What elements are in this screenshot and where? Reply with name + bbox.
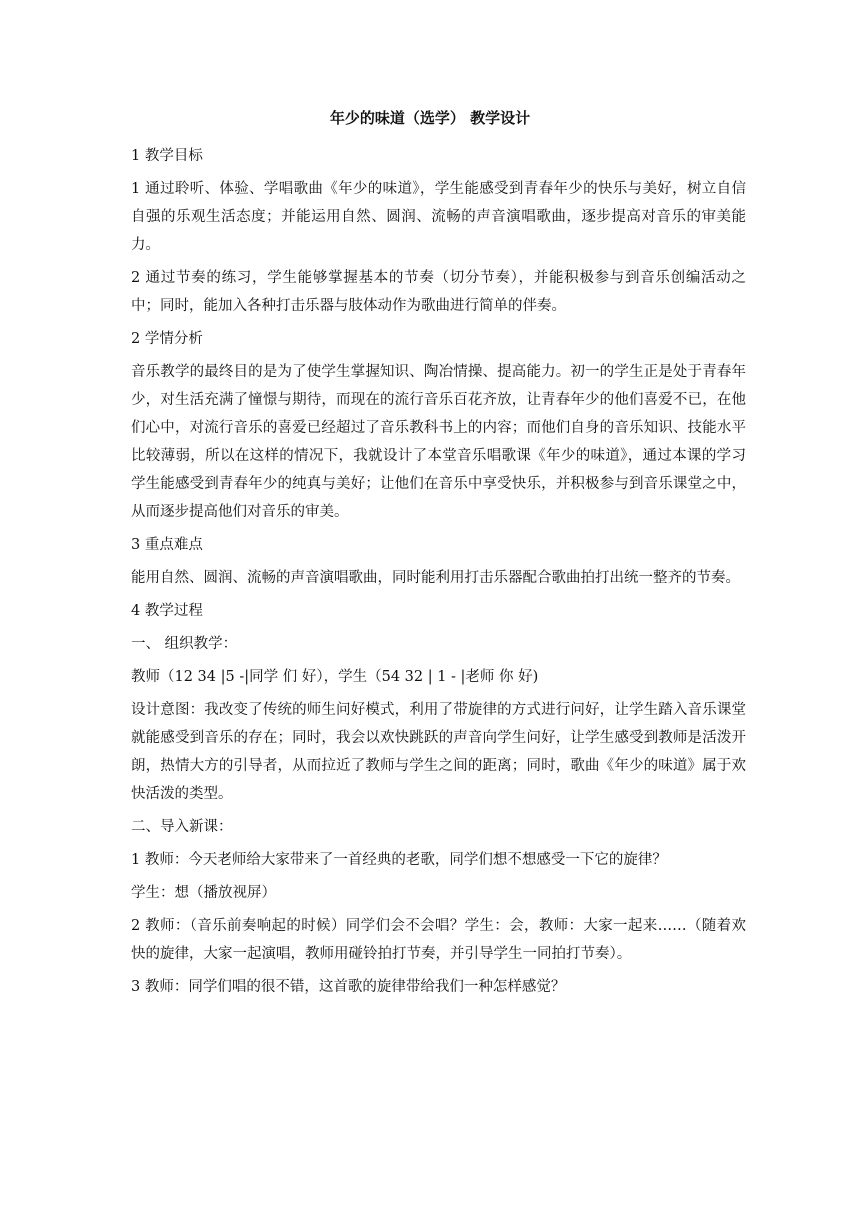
student-response-line: 学生：想（播放视屏） <box>131 885 276 901</box>
design-intent-paragraph: 设计意图：我改变了传统的师生问好模式，利用了带旋律的方式进行问好，让学生踏入音乐课堂就能感受到音乐的存在；同时，我会以欢快跳跃的声音向学生问好，让学生感受到教师是活泼开朗，热情大方的引导者，从而拉近了教师与学生之间的距离；同时，歌曲《年少的味道》属于欢快活泼的类型。 <box>131 702 746 802</box>
document-body <box>131 142 746 1006</box>
goal-1-paragraph: 1 通过聆听、体验、学唱歌曲《年少的味道》，学生能感受到青春年少的快乐与美好，树立自信自强的乐观生活态度；并能运用自然、圆润、流畅的声音演唱歌曲，逐步提高对音乐的审美能力。 <box>131 181 746 253</box>
step-3-paragraph: 3 教师：同学们唱的很不错，这首歌的旋律带给我们一种怎样感觉？ <box>131 979 566 995</box>
heading-student-analysis: 2 学情分析 <box>131 331 203 347</box>
step-2-paragraph: 2 教师：（音乐前奏响起的时候）同学们会不会唱？学生：会，教师：大家一起来……（随着欢快的旋律，大家一起演唱，教师用碰铃拍打节奏，并引导学生一同拍打节奏）。 <box>131 918 746 962</box>
greeting-melody-line: 教师（12 34 |5 -|同学 们 好），学生（54 32 | 1 - |老师 你 好) <box>131 669 539 685</box>
heading-key-points: 3 重点难点 <box>131 537 203 553</box>
section-organize-teaching: 一、 组织教学： <box>131 636 238 652</box>
heading-teaching-goals: 1 教学目标 <box>131 148 203 164</box>
heading-teaching-process: 4 教学过程 <box>131 603 203 619</box>
student-analysis-paragraph: 音乐教学的最终目的是为了使学生掌握知识、陶冶情操、提高能力。初一的学生正是处于青春年少，对生活充满了憧憬与期待，而现在的流行音乐百花齐放，让青春年少的他们喜爱不已，在他们心中，对流行音乐的喜爱已经超过了音乐教科书上的内容；而他们自身的音乐知识、技能水平比较薄弱，所以在这样的情况下，我就设计了本堂音乐唱歌课《年少的味道》，通过本课的学习学生能感受到青春年少的纯真与美好；让他们在音乐中享受快乐，并积极参与到音乐课堂之中，从而逐步提高他们对音乐的审美。 <box>131 364 746 520</box>
section-introduce-lesson: 二、导入新课： <box>131 819 233 835</box>
key-points-paragraph: 能用自然、圆润、流畅的声音演唱歌曲，同时能利用打击乐器配合歌曲拍打出统一整齐的节奏。 <box>131 570 740 586</box>
step-1-paragraph: 1 教师：今天老师给大家带来了一首经典的老歌，同学们想不想感受一下它的旋律？ <box>131 852 667 868</box>
document-title: 年少的味道（选学） 教学设计 <box>329 109 531 127</box>
goal-2-paragraph: 2 通过节奏的练习，学生能够掌握基本的节奏（切分节奏），并能积极参与到音乐创编活动之中；同时，能加入各种打击乐器与肢体动作为歌曲进行简单的伴奏。 <box>131 270 746 314</box>
